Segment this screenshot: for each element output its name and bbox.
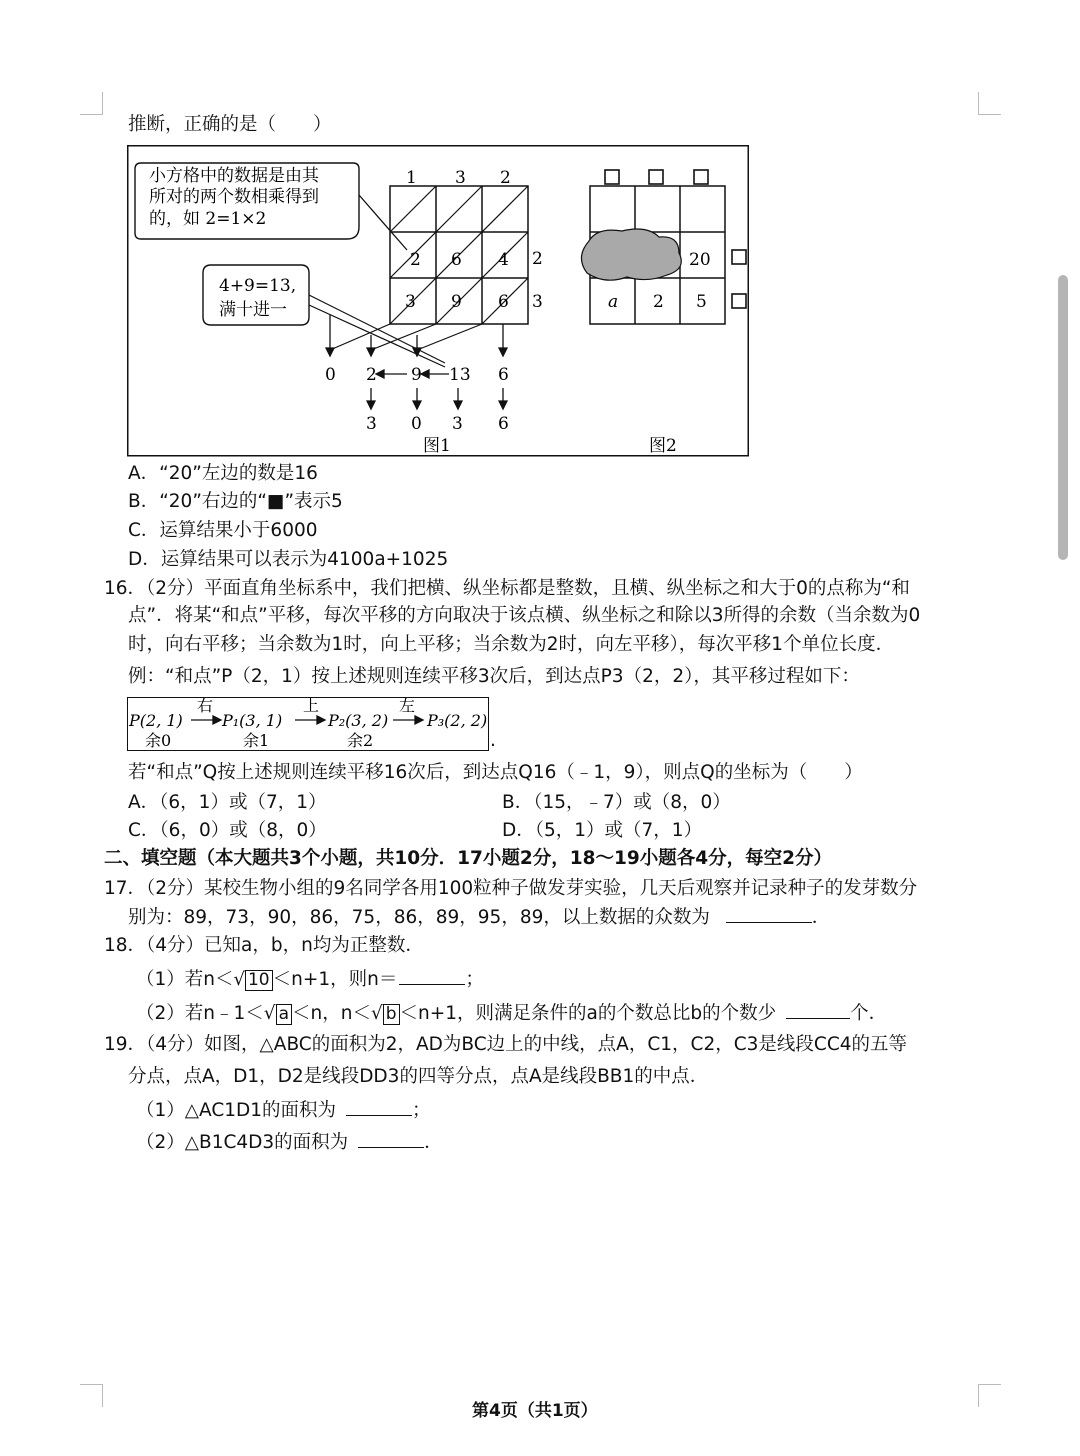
- q18-p2-pre: （2）若n﹣1＜: [136, 1003, 264, 1024]
- example-rem1: 余0: [145, 731, 172, 750]
- fig1-cell: 4: [498, 250, 509, 270]
- q16-line1: 16．（2分）平面直角坐标系中，我们把横、纵坐标都是整数，且横、纵坐标之和大于0的点称为“和: [104, 578, 910, 599]
- q15-stem-end: 推断，正确的是（ ）: [128, 114, 332, 135]
- q18-p1-radicand: 10: [245, 970, 273, 991]
- q19-p2-text: （2）△B1C4D3的面积为: [136, 1132, 349, 1153]
- corner-mark-top-left: [80, 92, 103, 115]
- q19-line2: 分点，点A，D1，D2是线段DD3的四等分点，点A是线段BB1的中点．: [128, 1066, 709, 1087]
- example-p3: P₃(2, 2): [427, 711, 488, 730]
- q18-part2: [136, 1000, 887, 1027]
- sqrt-sign: √: [370, 1003, 383, 1024]
- fig1-cell: 3: [405, 292, 416, 312]
- fig1-result: 9: [411, 365, 422, 385]
- corner-mark-bottom-right: [978, 1384, 1001, 1407]
- q19-p1-text: （1）△AC1D1的面积为: [136, 1100, 337, 1121]
- q17-line1: 17．（2分）某校生物小组的9名同学各用100粒种子做发芽实验，几天后观察并记录种子的发芽数分: [104, 878, 918, 899]
- q18-p1-answer-blank[interactable]: [399, 966, 465, 985]
- fig1-result: 0: [411, 414, 422, 434]
- example-arrow2-label: 上: [303, 697, 320, 715]
- q17-end: ．: [811, 907, 831, 928]
- q19-part2: [136, 1129, 443, 1156]
- page-footer: 第4页（共1页）: [472, 1401, 598, 1421]
- q18-p2-radicand-b: b: [383, 1004, 400, 1025]
- q19-line1: 19．（4分）如图，△ABC的面积为2，AD为BC边上的中线，点A，C1，C2，C3是线段CC4的五等: [104, 1034, 908, 1055]
- fig1-cell: 2: [410, 250, 421, 270]
- fig2-cell: 5: [696, 292, 707, 312]
- fig1-result: 3: [366, 414, 377, 434]
- example-p1: P₁(3, 1): [222, 711, 283, 730]
- q18-p1-end: ；: [465, 969, 484, 990]
- fig1-result: 6: [498, 365, 509, 385]
- fig1-cell: 9: [451, 292, 462, 312]
- example-rem2: 余1: [243, 731, 270, 750]
- q15-option-c: C．运算结果小于6000: [128, 520, 318, 541]
- q18-p1-post: ＜n+1，则n＝: [272, 969, 398, 990]
- fig1-cell: 6: [451, 250, 462, 270]
- corner-mark-top-right: [978, 92, 1001, 115]
- q15-option-d: D．运算结果可以表示为4100a+1025: [128, 549, 449, 570]
- q16-option-c: C．（6，0）或（8，0）: [128, 820, 327, 841]
- fig1-top-3: 2: [500, 168, 511, 188]
- example-arrow1-label: 右: [197, 697, 214, 715]
- fig1-right-1: 2: [532, 249, 543, 269]
- q18-p1-pre: （1）若n＜: [136, 969, 234, 990]
- fig1-result: 0: [325, 365, 336, 385]
- fig1-top-1: 1: [406, 168, 417, 188]
- q16-option-d: D．（5，1）或（7，1）: [502, 820, 703, 841]
- corner-mark-bottom-left: [80, 1384, 103, 1407]
- sqrt-sign: √: [233, 969, 245, 990]
- q18-p2-post: ＜n+1，则满足条件的a的个数总比b的个数少: [399, 1003, 777, 1024]
- q16-example-box: [127, 697, 489, 751]
- section-heading-fill-in: 二、填空题（本大题共3个小题，共10分．17小题2分，18～19小题各4分，每空2分）: [104, 848, 832, 869]
- q17-line2-text: 别为：89，73，90，86，75，86，89，95，89，以上数据的众数为: [128, 907, 710, 928]
- q19-p2-end: ．: [424, 1132, 443, 1153]
- q16-line3: 时，向右平移；当余数为1时，向上平移；当余数为2时，向左平移），每次平移1个单位长度．: [128, 634, 895, 655]
- q18-p2-answer-blank[interactable]: [786, 1000, 850, 1019]
- fig1-result: 3: [452, 414, 463, 434]
- q18-p2-end: 个．: [850, 1003, 888, 1024]
- q16-option-b: B．（15，﹣7）或（8，0）: [502, 792, 731, 813]
- fig1-result: 2: [366, 365, 377, 385]
- scrollbar-thumb[interactable]: [1058, 275, 1068, 560]
- q19-p2-answer-blank[interactable]: [358, 1129, 424, 1148]
- q15-option-b: B．“20”右边的“■”表示5: [128, 491, 343, 512]
- fig1-right-2: 3: [532, 292, 543, 312]
- q19-part1: [136, 1097, 431, 1124]
- fig1-cell: 6: [498, 292, 509, 312]
- callout1-line1: 小方格中的数据是由其: [149, 166, 319, 186]
- fig1-top-2: 3: [455, 168, 466, 188]
- q18-p2-radicand-a: a: [276, 1004, 292, 1025]
- q15-option-a: A．“20”左边的数是16: [128, 463, 318, 484]
- example-rem3: 余2: [347, 731, 374, 750]
- fig2-label: 图2: [649, 436, 677, 456]
- q17-line2: [128, 904, 830, 931]
- q16-option-a: A．（6，1）或（7，1）: [128, 792, 327, 813]
- figure-multiplication-grid: [127, 145, 749, 457]
- fig2-cell: a: [608, 292, 619, 312]
- callout2-line1: 4+9=13,: [219, 276, 297, 296]
- example-p2: P₂(3, 2): [328, 711, 389, 730]
- fig1-result: 13: [449, 365, 471, 385]
- q19-p1-answer-blank[interactable]: [346, 1097, 412, 1116]
- q19-p1-end: ；: [412, 1100, 431, 1121]
- q16-line4: 例：“和点”P（2，1）按上述规则连续平移3次后，到达点P3（2，2），其平移过程如下：: [128, 666, 860, 687]
- q16-line2: 点”．将某“和点”平移，每次平移的方向取决于该点横、纵坐标之和除以3所得的余数（当余数为0: [128, 605, 921, 626]
- q18-p2-mid: ＜n，n＜: [292, 1003, 371, 1024]
- callout1-line2: 所对的两个数相乘得到: [149, 187, 319, 207]
- fig1-result: 6: [498, 414, 509, 434]
- q17-answer-blank[interactable]: [726, 904, 812, 923]
- example-p0: P(2, 1): [129, 711, 183, 730]
- sqrt-sign: √: [263, 1003, 276, 1024]
- fig2-cell: 2: [653, 292, 664, 312]
- callout1-line3: 的，如 2=1×2: [149, 209, 267, 229]
- q18-title: 18．（4分）已知a，b，n均为正整数．: [104, 935, 424, 956]
- fig2-cell: 20: [689, 250, 711, 270]
- q18-part1: [136, 966, 484, 993]
- q16-example-period: .: [490, 730, 496, 751]
- callout2-line2: 满十进一: [219, 300, 287, 320]
- example-arrow3-label: 左: [399, 697, 416, 715]
- fig1-label: 图1: [423, 436, 451, 456]
- q16-question: 若“和点”Q按上述规则连续平移16次后，到达点Q16（﹣1，9），则点Q的坐标为（ ）: [128, 762, 863, 783]
